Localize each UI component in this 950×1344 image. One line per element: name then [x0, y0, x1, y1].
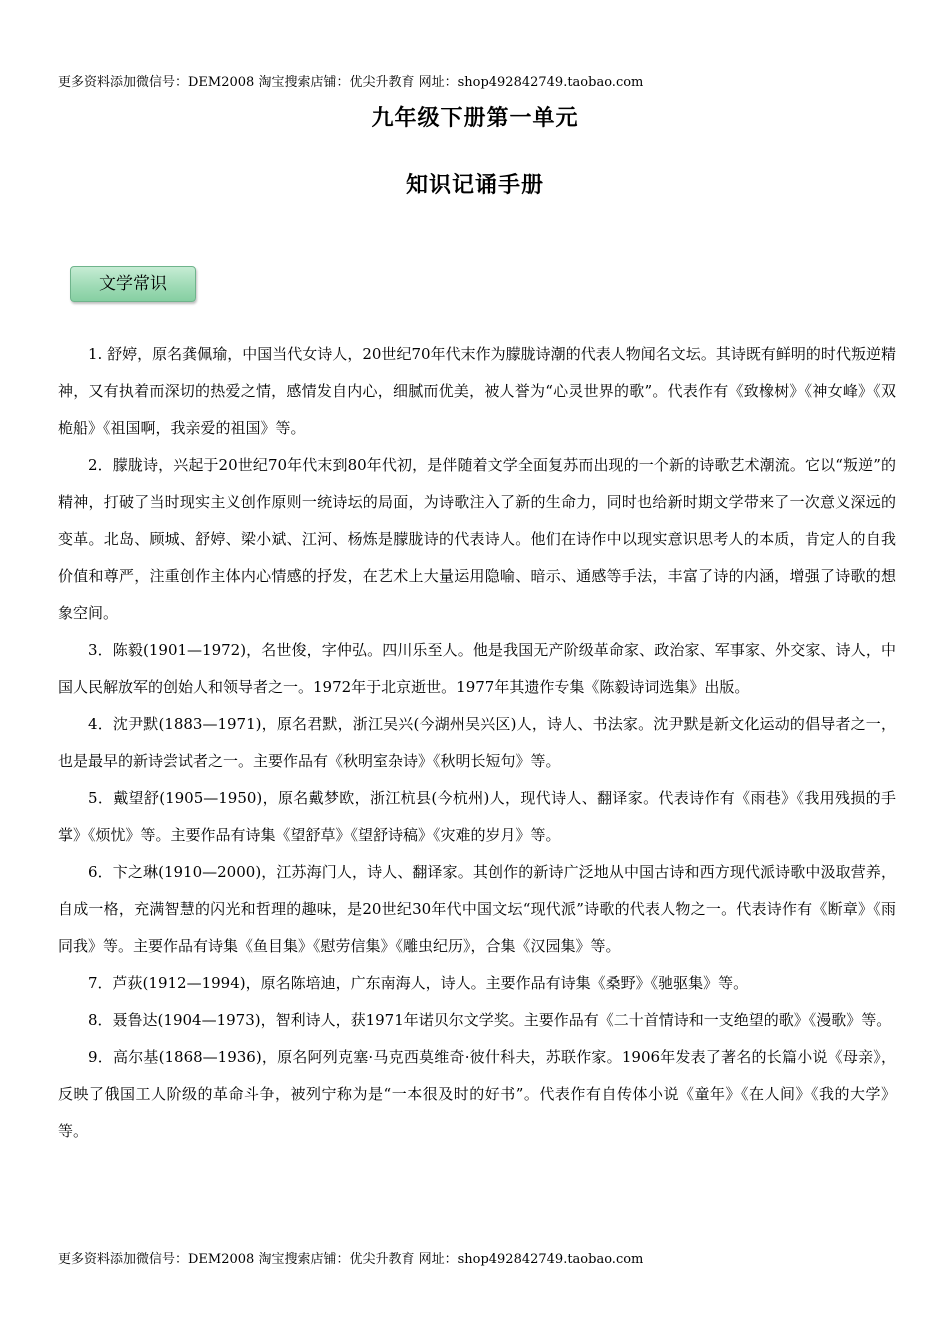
- content-body: [58, 336, 896, 1150]
- footer-note: 更多资料添加微信号：DEM2008 淘宝搜索店铺：优尖升教育 网址：shop492842749.taobao.com: [58, 1252, 644, 1267]
- document-title: 九年级下册第一单元: [371, 105, 579, 131]
- paragraph: 2．朦胧诗，兴起于20世纪70年代末到80年代初，是伴随着文学全面复苏而出现的一个新的诗歌艺术潮流。它以“叛逆”的精神，打破了当时现实主义创作原则一统诗坛的局面，为诗歌注入了新的生命力，同时也给新时期文学带来了一次意义深远的变革。北岛、顾城、舒婷、梁小斌、江河、杨炼是朦胧诗的代表诗人。他们在诗作中以现实意识思考人的本质，肯定人的自我价值和尊严，注重创作主体内心情感的抒发，在艺术上大量运用隐喻、暗示、通感等手法，丰富了诗的内涵，增强了诗歌的想象空间。: [58, 456, 896, 622]
- paragraph: 8．聂鲁达(1904—1973)，智利诗人，获1971年诺贝尔文学奖。主要作品有《二十首情诗和一支绝望的歌》《漫歌》等。: [88, 1011, 892, 1029]
- section-label-literary-knowledge: 文学常识: [70, 266, 196, 302]
- paragraph: 5．戴望舒(1905—1950)，原名戴梦欧，浙江杭县(今杭州)人，现代诗人、翻译家。代表诗作有《雨巷》《我用残损的手掌》《烦忧》等。主要作品有诗集《望舒草》《望舒诗稿》《灾难的岁月》等。: [58, 789, 896, 844]
- document-subtitle: 知识记诵手册: [405, 172, 544, 198]
- paragraph: 6．卞之琳(1910—2000)，江苏海门人，诗人、翻译家。其创作的新诗广泛地从中国古诗和西方现代派诗歌中汲取营养，自成一格，充满智慧的闪光和哲理的趣味，是20世纪30年代中国文坛“现代派”诗歌的代表人物之一。代表诗作有《断章》《雨同我》等。主要作品有诗集《鱼目集》《慰劳信集》《雕虫纪历》，合集《汉园集》等。: [58, 863, 896, 955]
- paragraph: 7．芦荻(1912—1994)，原名陈培迪，广东南海人，诗人。主要作品有诗集《桑野》《驰驱集》等。: [88, 974, 749, 992]
- paragraph: 9．高尔基(1868—1936)，原名阿列克塞·马克西莫维奇·彼什科夫，苏联作家。1906年发表了著名的长篇小说《母亲》，反映了俄国工人阶级的革命斗争，被列宁称为是“一本很及时的好书”。代表作有自传体小说《童年》《在人间》《我的大学》等。: [58, 1048, 896, 1140]
- paragraph: 3．陈毅(1901—1972)，名世俊，字仲弘。四川乐至人。他是我国无产阶级革命家、政治家、军事家、外交家、诗人，中国人民解放军的创始人和领导者之一。1972年于北京逝世。1977年其遗作专集《陈毅诗词选集》出版。: [58, 641, 896, 696]
- paragraph: 1. 舒婷，原名龚佩瑜，中国当代女诗人，20世纪70年代末作为朦胧诗潮的代表人物闻名文坛。其诗既有鲜明的时代叛逆精神，又有执着而深切的热爱之情，感情发自内心，细腻而优美，被人誉为“心灵世界的歌”。代表作有《致橡树》《神女峰》《双桅船》《祖国啊，我亲爱的祖国》等。: [58, 345, 896, 437]
- header-note: 更多资料添加微信号：DEM2008 淘宝搜索店铺：优尖升教育 网址：shop492842749.taobao.com: [58, 75, 644, 90]
- paragraph: 4．沈尹默(1883—1971)，原名君默，浙江吴兴(今湖州吴兴区)人，诗人、书法家。沈尹默是新文化运动的倡导者之一，也是最早的新诗尝试者之一。主要作品有《秋明室杂诗》《秋明长短句》等。: [58, 715, 896, 770]
